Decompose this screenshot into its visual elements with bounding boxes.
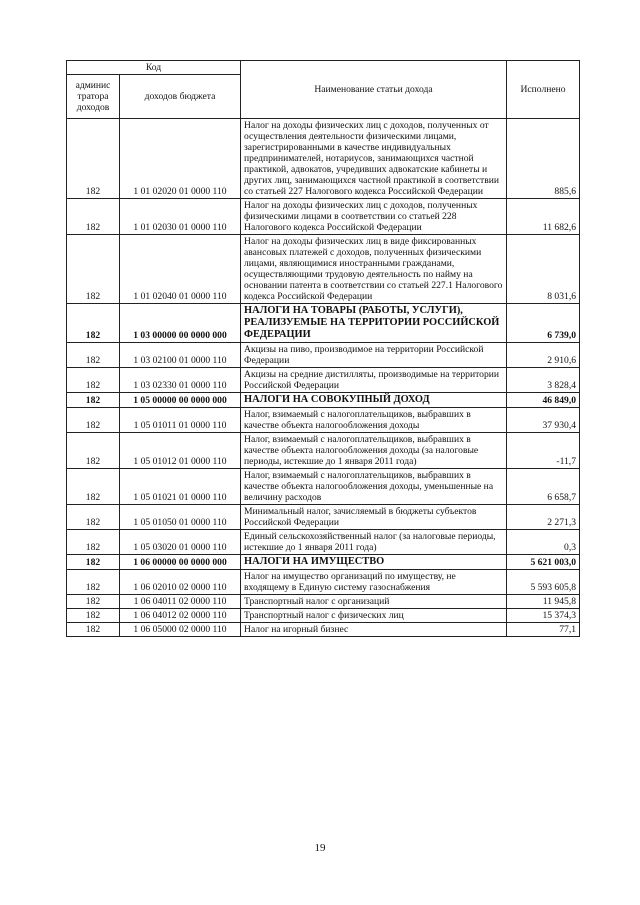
code-cell: 1 05 03020 01 0000 110 bbox=[120, 530, 241, 555]
admin-cell: 182 bbox=[67, 609, 120, 623]
value-cell: 6 739,0 bbox=[507, 304, 580, 343]
header-executed: Исполнено bbox=[507, 61, 580, 119]
code-cell: 1 05 01021 01 0000 110 bbox=[120, 469, 241, 505]
name-cell: Налог на доходы физических лиц с доходов, полученных от осуществления деятельности физическими лицами, зарегистрированными в качестве индивидуальных предпринимателей, нотариусов, занимающихся частной практикой, адвокатов, учредивших адвокатские кабинеты и других лиц, занимающихся частной практикой в соответствии со статьей 227 Налогового кодекса Российской Федерации bbox=[241, 119, 507, 199]
value-cell: 15 374,3 bbox=[507, 609, 580, 623]
code-cell: 1 06 05000 02 0000 110 bbox=[120, 623, 241, 637]
table-row bbox=[67, 199, 580, 235]
table-row bbox=[67, 119, 580, 199]
code-cell: 1 06 04011 02 0000 110 bbox=[120, 595, 241, 609]
header-code: Код bbox=[67, 61, 241, 75]
code-cell: 1 01 02040 01 0000 110 bbox=[120, 235, 241, 304]
code-cell: 1 06 04012 02 0000 110 bbox=[120, 609, 241, 623]
code-cell: 1 01 02030 01 0000 110 bbox=[120, 199, 241, 235]
name-cell: Налог, взимаемый с налогоплательщиков, выбравших в качестве объекта налогообложения доходы bbox=[241, 408, 507, 433]
admin-cell: 182 bbox=[67, 119, 120, 199]
code-cell: 1 05 00000 00 0000 000 bbox=[120, 393, 241, 408]
admin-cell: 182 bbox=[67, 595, 120, 609]
code-cell: 1 05 01012 01 0000 110 bbox=[120, 433, 241, 469]
admin-cell: 182 bbox=[67, 570, 120, 595]
name-cell: Транспортный налог с организаций bbox=[241, 595, 507, 609]
value-cell: -11,7 bbox=[507, 433, 580, 469]
table-row bbox=[67, 595, 580, 609]
table-row bbox=[67, 235, 580, 304]
admin-cell: 182 bbox=[67, 623, 120, 637]
admin-cell: 182 bbox=[67, 530, 120, 555]
name-cell: Налог, взимаемый с налогоплательщиков, выбравших в качестве объекта налогообложения доходы (за налоговые периоды, истекшие до 1 января 2011 года) bbox=[241, 433, 507, 469]
value-cell: 5 621 003,0 bbox=[507, 555, 580, 570]
name-cell: Минимальный налог, зачисляемый в бюджеты субъектов Российской Федерации bbox=[241, 505, 507, 530]
name-cell: Налог на игорный бизнес bbox=[241, 623, 507, 637]
table-row bbox=[67, 609, 580, 623]
admin-cell: 182 bbox=[67, 199, 120, 235]
value-cell: 46 849,0 bbox=[507, 393, 580, 408]
income-table bbox=[66, 60, 580, 637]
admin-cell: 182 bbox=[67, 505, 120, 530]
code-cell: 1 01 02020 01 0000 110 bbox=[120, 119, 241, 199]
header-admin: админис тратора доходов bbox=[67, 75, 120, 119]
code-cell: 1 05 01050 01 0000 110 bbox=[120, 505, 241, 530]
name-cell: Налог, взимаемый с налогоплательщиков, выбравших в качестве объекта налогообложения доходы, уменьшенные на величину расходов bbox=[241, 469, 507, 505]
table-row bbox=[67, 530, 580, 555]
section-row bbox=[67, 304, 580, 343]
value-cell: 11 945,8 bbox=[507, 595, 580, 609]
value-cell: 2 910,6 bbox=[507, 343, 580, 368]
value-cell: 885,6 bbox=[507, 119, 580, 199]
admin-cell: 182 bbox=[67, 343, 120, 368]
code-cell: 1 03 00000 00 0000 000 bbox=[120, 304, 241, 343]
name-cell: Акцизы на средние дистилляты, производимые на территории Российской Федерации bbox=[241, 368, 507, 393]
name-cell: Налог на доходы физических лиц с доходов, полученных физическими лицами в соответствии со статьей 228 Налогового кодекса Российской Федерации bbox=[241, 199, 507, 235]
value-cell: 11 682,6 bbox=[507, 199, 580, 235]
code-cell: 1 05 01011 01 0000 110 bbox=[120, 408, 241, 433]
section-row bbox=[67, 555, 580, 570]
name-cell: НАЛОГИ НА ТОВАРЫ (РАБОТЫ, УСЛУГИ), РЕАЛИЗУЕМЫЕ НА ТЕРРИТОРИИ РОССИЙСКОЙ ФЕДЕРАЦИИ bbox=[241, 304, 507, 343]
admin-cell: 182 bbox=[67, 408, 120, 433]
admin-cell: 182 bbox=[67, 304, 120, 343]
value-cell: 5 593 605,8 bbox=[507, 570, 580, 595]
admin-cell: 182 bbox=[67, 368, 120, 393]
table-row bbox=[67, 433, 580, 469]
value-cell: 77,1 bbox=[507, 623, 580, 637]
table-row bbox=[67, 570, 580, 595]
code-cell: 1 03 02100 01 0000 110 bbox=[120, 343, 241, 368]
table-row bbox=[67, 469, 580, 505]
code-cell: 1 06 00000 00 0000 000 bbox=[120, 555, 241, 570]
name-cell: НАЛОГИ НА ИМУЩЕСТВО bbox=[241, 555, 507, 570]
name-cell: Налог на имущество организаций по имуществу, не входящему в Единую систему газоснабжения bbox=[241, 570, 507, 595]
table-row bbox=[67, 505, 580, 530]
value-cell: 6 658,7 bbox=[507, 469, 580, 505]
table-row bbox=[67, 368, 580, 393]
admin-cell: 182 bbox=[67, 393, 120, 408]
section-row bbox=[67, 393, 580, 408]
name-cell: Транспортный налог с физических лиц bbox=[241, 609, 507, 623]
value-cell: 0,3 bbox=[507, 530, 580, 555]
admin-cell: 182 bbox=[67, 433, 120, 469]
name-cell: Акцизы на пиво, производимое на территории Российской Федерации bbox=[241, 343, 507, 368]
header-name: Наименование статьи дохода bbox=[241, 61, 507, 119]
table-header bbox=[67, 61, 580, 119]
name-cell: Единый сельскохозяйственный налог (за налоговые периоды, истекшие до 1 января 2011 года) bbox=[241, 530, 507, 555]
code-cell: 1 03 02330 01 0000 110 bbox=[120, 368, 241, 393]
table-row bbox=[67, 408, 580, 433]
value-cell: 8 031,6 bbox=[507, 235, 580, 304]
page-number: 19 bbox=[314, 842, 326, 854]
table-body bbox=[67, 119, 580, 637]
table-row bbox=[67, 343, 580, 368]
admin-cell: 182 bbox=[67, 235, 120, 304]
value-cell: 37 930,4 bbox=[507, 408, 580, 433]
admin-cell: 182 bbox=[67, 469, 120, 505]
name-cell: НАЛОГИ НА СОВОКУПНЫЙ ДОХОД bbox=[241, 393, 507, 408]
code-cell: 1 06 02010 02 0000 110 bbox=[120, 570, 241, 595]
name-cell: Налог на доходы физических лиц в виде фиксированных авансовых платежей с доходов, полученных физическими лицами, являющимися иностранными гражданами, осуществляющими трудовую деятельность по найму на основании патента в соответствии со статьей 227.1 Налогового кодекса Российской Федерации bbox=[241, 235, 507, 304]
header-income-code: доходов бюджета bbox=[120, 75, 241, 119]
value-cell: 2 271,3 bbox=[507, 505, 580, 530]
admin-cell: 182 bbox=[67, 555, 120, 570]
table-row bbox=[67, 623, 580, 637]
value-cell: 3 828,4 bbox=[507, 368, 580, 393]
